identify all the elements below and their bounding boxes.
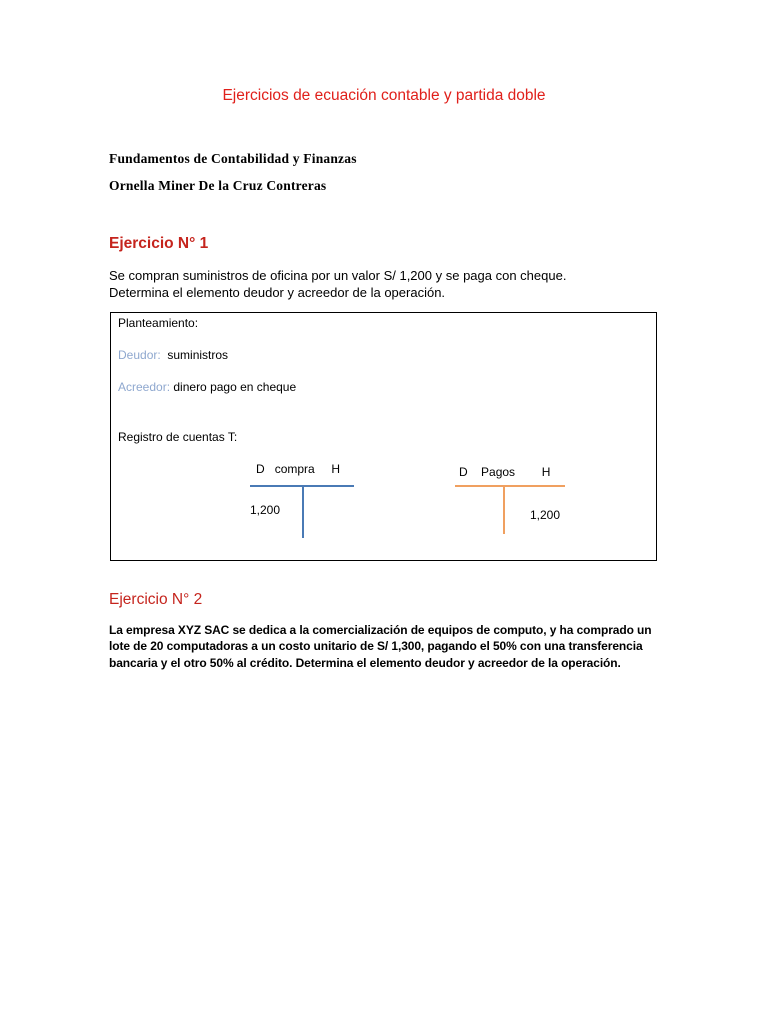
exercise-1-statement: [109, 267, 669, 301]
t-account-pagos-horizontal-line: [455, 485, 565, 487]
registro-label: Registro de cuentas T:: [118, 430, 238, 444]
exercise-2-heading: Ejercicio N° 2: [109, 591, 203, 608]
exercise-2-statement: La empresa XYZ SAC se dedica a la comercialización de equipos de computo, y ha comprado un lote de 20 computadoras a un costo unitario de S/ 1,300, pagando el 50% con una transferencia bancaria y el otro 50% al crédito. Determina el elemento deudor y acreedor de la operación.: [109, 623, 652, 670]
t-account-compra-name: compra: [274, 462, 315, 476]
deudor-label: Deudor:: [118, 348, 161, 362]
t-account-compra-vertical-line: [302, 486, 304, 538]
t-account-pagos-vertical-line: [503, 486, 505, 534]
t-account-pagos-name: Pagos: [481, 465, 516, 479]
deudor-value: suministros: [167, 348, 229, 362]
exercise-1-solution-box: [110, 312, 657, 561]
author-name: Ornella Miner De la Cruz Contreras: [109, 178, 327, 193]
exercise-1-heading: Ejercicio N° 1: [109, 235, 209, 252]
t-account-compra-debit-amount: 1,200: [250, 503, 281, 517]
t-account-pagos-credit-label: H: [541, 465, 551, 479]
t-account-compra-debit-label: D: [256, 462, 265, 476]
course-name: Fundamentos de Contabilidad y Finanzas: [109, 151, 357, 166]
exercise-1-statement-line-1: Se compran suministros de oficina por un valor S/ 1,200 y se paga con cheque.: [109, 268, 567, 283]
planteamiento-label: Planteamiento:: [118, 316, 199, 330]
deudor-row: [118, 348, 228, 362]
t-account-compra-credit-label: H: [331, 462, 341, 476]
acreedor-label: Acreedor:: [118, 380, 171, 394]
t-account-pagos-header: [459, 465, 550, 479]
t-account-pagos-debit-label: D: [459, 465, 468, 479]
acreedor-value: dinero pago en cheque: [173, 380, 297, 394]
t-account-compra-header: [256, 462, 340, 476]
document-title: Ejercicios de ecuación contable y partida doble: [222, 87, 546, 104]
exercise-1-statement-line-2: Determina el elemento deudor y acreedor de la operación.: [109, 285, 446, 300]
acreedor-row: [118, 380, 296, 394]
t-account-pagos-credit-amount: 1,200: [530, 508, 561, 522]
